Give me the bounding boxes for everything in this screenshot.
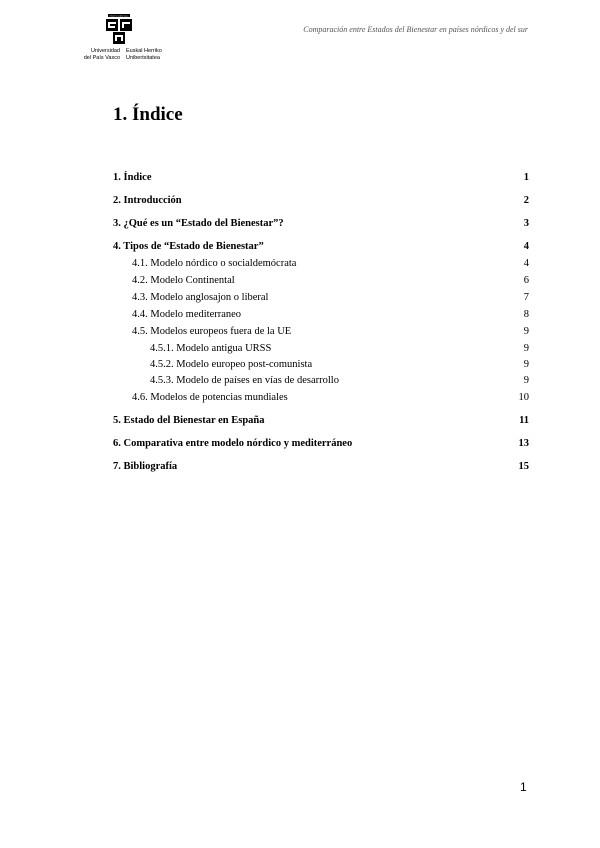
logo-motto: eman ta zabal zazu — [109, 15, 129, 18]
logo-line: del País Vasco — [83, 55, 120, 61]
toc-entry-label: 2. Introducción — [113, 195, 182, 206]
toc-entry-label: 6. Comparativa entre modelo nórdico y mediterráneo — [113, 438, 353, 449]
toc-entry[interactable] — [113, 390, 529, 405]
toc-entry[interactable] — [113, 273, 529, 288]
toc-entry-label: 4.5.1. Modelo antigua URSS — [150, 343, 272, 354]
logo-line: Universidad — [90, 48, 120, 54]
toc-entry-page: 8 — [523, 309, 529, 320]
toc-entry-label: 3. ¿Qué es un “Estado del Bienestar”? — [113, 218, 284, 229]
toc-entry-page: 6 — [523, 275, 529, 286]
toc-entry[interactable] — [113, 373, 529, 388]
toc-entry[interactable] — [113, 459, 529, 474]
toc-entry-label: 4. Tipos de “Estado de Bienestar” — [113, 241, 264, 252]
toc-entry-label: 7. Bibliografía — [113, 461, 178, 472]
toc-entry[interactable] — [113, 341, 529, 356]
toc-entry-label: 4.5.3. Modelo de países en vías de desarrollo — [150, 375, 339, 386]
running-header: Comparación entre Estados del Bienestar en países nórdicos y del sur — [303, 25, 528, 34]
toc-entry-page: 9 — [523, 375, 529, 386]
toc-entry[interactable] — [113, 307, 529, 322]
toc-entry[interactable] — [113, 324, 529, 339]
toc-entry-label: 4.2. Modelo Continental — [132, 275, 235, 286]
toc-entry-label: 4.3. Modelo anglosajon o liberal — [132, 292, 269, 303]
logo-line: Euskal Herriko — [126, 48, 162, 54]
toc-entry-label: 1. Índice — [113, 172, 152, 183]
toc-entry[interactable] — [113, 413, 529, 428]
toc-entry-label: 4.5.2. Modelo europeo post-comunista — [150, 359, 313, 370]
toc-entry[interactable] — [113, 256, 529, 271]
toc-entry-page: 1 — [523, 172, 529, 183]
toc-entry[interactable] — [113, 357, 529, 372]
logo-line: Unibertsitatea — [126, 55, 160, 61]
toc-entry-page: 10 — [518, 392, 529, 403]
logo-text-basque — [126, 48, 162, 62]
toc-entry[interactable] — [113, 290, 529, 305]
toc-entry-label: 5. Estado del Bienestar en España — [113, 415, 265, 426]
toc-entry-page: 11 — [519, 415, 529, 426]
logo-text-spanish — [72, 48, 120, 62]
toc-entry-page: 3 — [523, 218, 529, 229]
toc-entry-page: 2 — [523, 195, 529, 206]
toc-entry-page: 4 — [523, 258, 529, 269]
toc-entry-label: 4.4. Modelo mediterraneo — [132, 309, 242, 320]
page-title: 1. Índice — [113, 104, 183, 125]
toc-entry-page: 4 — [523, 241, 529, 252]
toc-entry-page: 13 — [518, 438, 529, 449]
toc-entry-label: 4.6. Modelos de potencias mundiales — [132, 392, 288, 403]
toc-entry[interactable] — [113, 170, 529, 185]
toc-entry[interactable] — [113, 436, 529, 451]
page-number: 1 — [520, 780, 527, 794]
toc-entry-page: 9 — [523, 343, 529, 354]
toc-entry-page: 15 — [518, 461, 529, 472]
toc-entry-page: 9 — [523, 359, 529, 370]
university-logo — [72, 14, 172, 64]
toc-entry[interactable] — [113, 216, 529, 231]
university-emblem-icon — [102, 14, 146, 48]
toc-entry[interactable] — [113, 193, 529, 208]
toc-entry-label: 4.5. Modelos europeos fuera de la UE — [132, 326, 292, 337]
toc-entry-page: 9 — [523, 326, 529, 337]
toc-entry[interactable] — [113, 239, 529, 254]
toc-entry-page: 7 — [523, 292, 529, 303]
toc-entry-label: 4.1. Modelo nórdico o socialdemócrata — [132, 258, 297, 269]
